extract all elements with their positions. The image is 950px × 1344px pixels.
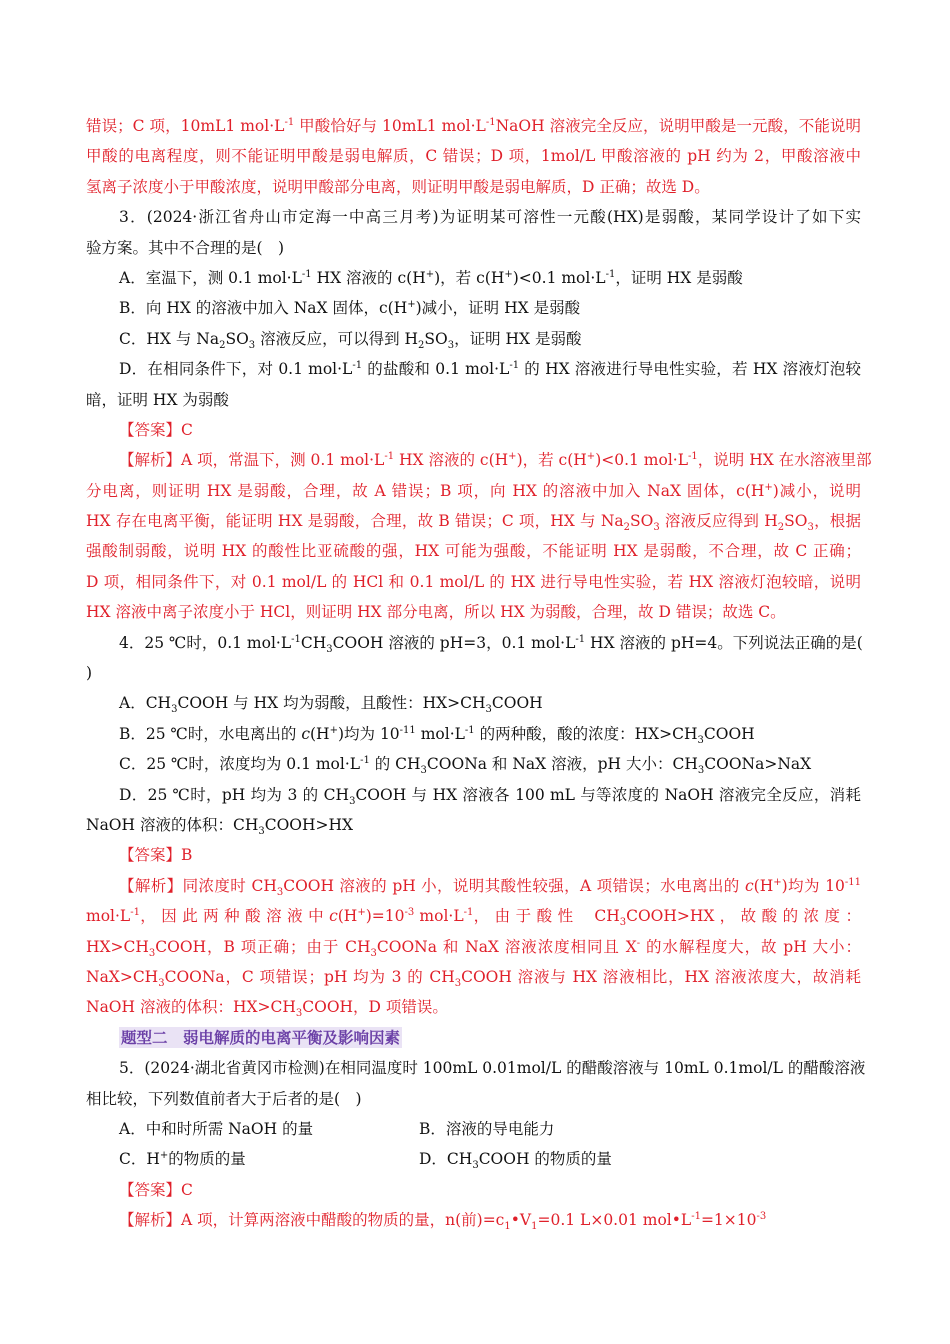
q4-option-b: B．25 ℃时，水电离出的 c(H+)均为 $10^{-11}$ $mol\cdot L^{-1}$ 的两种酸，酸的浓度：$HX>CH_3COOH$ xyxy=(119,724,755,746)
document-body xyxy=(86,111,872,1235)
q4-answer: 【答案】B xyxy=(119,846,193,865)
prev-analysis-line-3: 氢离子浓度小于甲酸浓度，说明甲酸部分电离，则证明甲酸是弱电解质，D 正确；故选 D。 xyxy=(86,177,710,196)
q3-stem-line-1: 3．(2024·浙江省舟山市定海一中高三月考)为证明某可溶性一元酸(HX)是弱酸，某同学设计了如下实 xyxy=(119,208,861,227)
q5-option-b: B．溶液的导电能力 xyxy=(419,1119,555,1138)
q3-analysis-line-4: 强酸制弱酸，说明 HX 的酸性比亚硫酸的强，HX 可能为强酸，不能证明 HX 是弱酸，不合理，故 C 正确； xyxy=(86,542,861,561)
prev-analysis-line-2: 甲酸的电离程度，则不能证明甲酸是弱电解质，C 错误；D 项，1mol/L 甲酸溶液的 pH 约为 2，甲酸溶液中 xyxy=(86,147,861,166)
q3-answer: 【答案】C xyxy=(119,420,193,439)
q3-analysis-line-6: HX 溶液中离子浓度小于 HCl，则证明 HX 部分电离，所以 HX 为弱酸，合理，故 D 错误；故选 C。 xyxy=(86,603,786,622)
q4-analysis-line-2: $mol\cdot L^{-1}$， 因 此 两 种 酸 溶 液 中 $c(H^+)=10^{-3}$ $mol\cdot L^{-1}$， 由 于 酸 性 $CH_3COOH>HX$ ， 故 酸 的 浓 度 ： xyxy=(86,907,862,929)
q5-stem-line-1: 5．(2024·湖北省黄冈市检测)在相同温度时 100mL 0.01mol/L 的醋酸溶液与 10mL 0.1mol/L 的醋酸溶液 xyxy=(119,1059,866,1078)
prev-analysis-line-1: 错误；C 项，10mL1 $mol\cdot L^{-1}$ 甲酸恰好与 10mL1 $mol\cdot L^{-1}NaOH$ 溶液完全反应，说明甲酸是一元酸，不能说明 xyxy=(86,116,861,135)
q4-analysis-line-1: 【解析】同浓度时 $CH_3COOH$ 溶液的 pH 小，说明其酸性较强，A 项错误；水电离出的 c(H+)均为 $10^{-11}$ xyxy=(119,876,861,898)
q3-option-d-line-1: D．在相同条件下，对 0.1 $mol\cdot L^{-1}$ 的盐酸和 0.1 $mol\cdot L^{-1}$ 的 HX 溶液进行导电性实验，若 HX 溶液灯泡较 xyxy=(119,359,862,379)
q4-analysis-line-3: $HX>CH_3COOH$，B 项正确；由于 $CH_3COONa$ 和 NaX 溶液浓度相同且 X- 的水解程度大，故 pH 大小： xyxy=(86,937,861,959)
q3-analysis-line-5: D 项，相同条件下，对 0.1 mol/L 的 HCl 和 0.1 mol/L 的 HX 进行导电性实验，若 HX 溶液灯泡较暗，说明 xyxy=(86,572,861,591)
q5-options-row-2 xyxy=(86,1144,861,1174)
q4-stem-line-2: ) xyxy=(86,664,93,683)
q5-option-d: D．$CH_3COOH$ 的物质的量 xyxy=(419,1150,612,1172)
q5-option-a: A．中和时所需 NaOH 的量 xyxy=(119,1119,314,1138)
q4-analysis-line-5: NaOH 溶液的体积：$HX>CH_3COOH$，D 项错误。 xyxy=(86,998,448,1020)
q3-analysis-line-1: 【解析】A 项，常温下，测 0.1 $mol\cdot L^{-1}$ HX 溶液的 c(H+)，若 c(H+)<0.1 $mol\cdot L^{-1}$，说明 HX 在水溶液里部 xyxy=(119,451,872,470)
q4-option-c: C．25 ℃时，浓度均为 0.1 $mol\cdot L^{-1}$ 的 $CH_3COONa$ 和 NaX 溶液，pH 大小：$CH_3COONa>NaX$ xyxy=(119,755,812,777)
q3-analysis-line-3: HX 存在电离平衡，能证明 HX 是弱酸，合理，故 B 错误；C 项，HX 与 $Na_2SO_3$ 溶液反应得到 $H_2SO_3$，根据 xyxy=(86,512,861,534)
q4-option-a: A．$CH_3COOH$ 与 HX 均为弱酸，且酸性：$HX>CH_3COOH$ xyxy=(119,694,543,716)
q3-option-c: C．HX 与 $Na_2SO_3$ 溶液反应，可以得到 $H_2SO_3$，证明 HX 是弱酸 xyxy=(119,329,582,351)
q4-stem-line-1: 4．25 ℃时，0.1 $mol\cdot L^{-1}CH_3COOH$ 溶液的 pH=3，0.1 $mol\cdot L^{-1}$ HX 溶液的 pH=4。下列说法正确的是( xyxy=(119,633,863,655)
q5-answer: 【答案】C xyxy=(119,1180,193,1199)
q5-options-row-1 xyxy=(86,1114,861,1144)
q5-stem-line-2: 相比较，下列数值前者大于后者的是( ) xyxy=(86,1089,362,1108)
q4-option-d-line-2: NaOH 溶液的体积：$CH_3COOH>HX$ xyxy=(86,815,354,838)
q5-analysis-line-1: 【解析】A 项，计算两溶液中醋酸的物质的量，n(前)$=c_1•V_1=0.1$ L×0.01 $mol•L^{-1}=1\times 10^{-3}$ xyxy=(119,1210,767,1233)
q3-stem-line-2: 验方案。其中不合理的是( ) xyxy=(86,238,285,257)
q3-option-d-line-2: 暗，证明 HX 为弱酸 xyxy=(86,390,229,409)
q3-option-a: A．室温下，测 0.1 $mol\cdot L^{-1}$ HX 溶液的 c(H+)，若 c(H+)<0.1 $mol\cdot L^{-1}$，证明 HX 是弱酸 xyxy=(119,268,743,287)
q4-analysis-line-4: $NaX>CH_3COONa$，C 项错误；pH 均为 3 的 $CH_3COOH$ 溶液与 HX 溶液相比，HX 溶液浓度大，故消耗 xyxy=(86,967,861,990)
q3-option-b: B．向 HX 的溶液中加入 NaX 固体，c(H+)减小，证明 HX 是弱酸 xyxy=(119,299,581,318)
q5-option-c: C．H+的物质的量 xyxy=(119,1150,246,1169)
q3-analysis-line-2: 分电离，则证明 HX 是弱酸，合理，故 A 错误；B 项，向 HX 的溶液中加入 NaX 固体，c(H+)减小，说明 xyxy=(86,481,861,500)
section-heading: 题型二 弱电解质的电离平衡及影响因素 xyxy=(121,1027,401,1047)
q4-option-d-line-1: D．25 ℃时，pH 均为 3 的 $CH_3COOH$ 与 HX 溶液各 100 mL 与等浓度的 NaOH 溶液完全反应，消耗 xyxy=(119,785,861,807)
